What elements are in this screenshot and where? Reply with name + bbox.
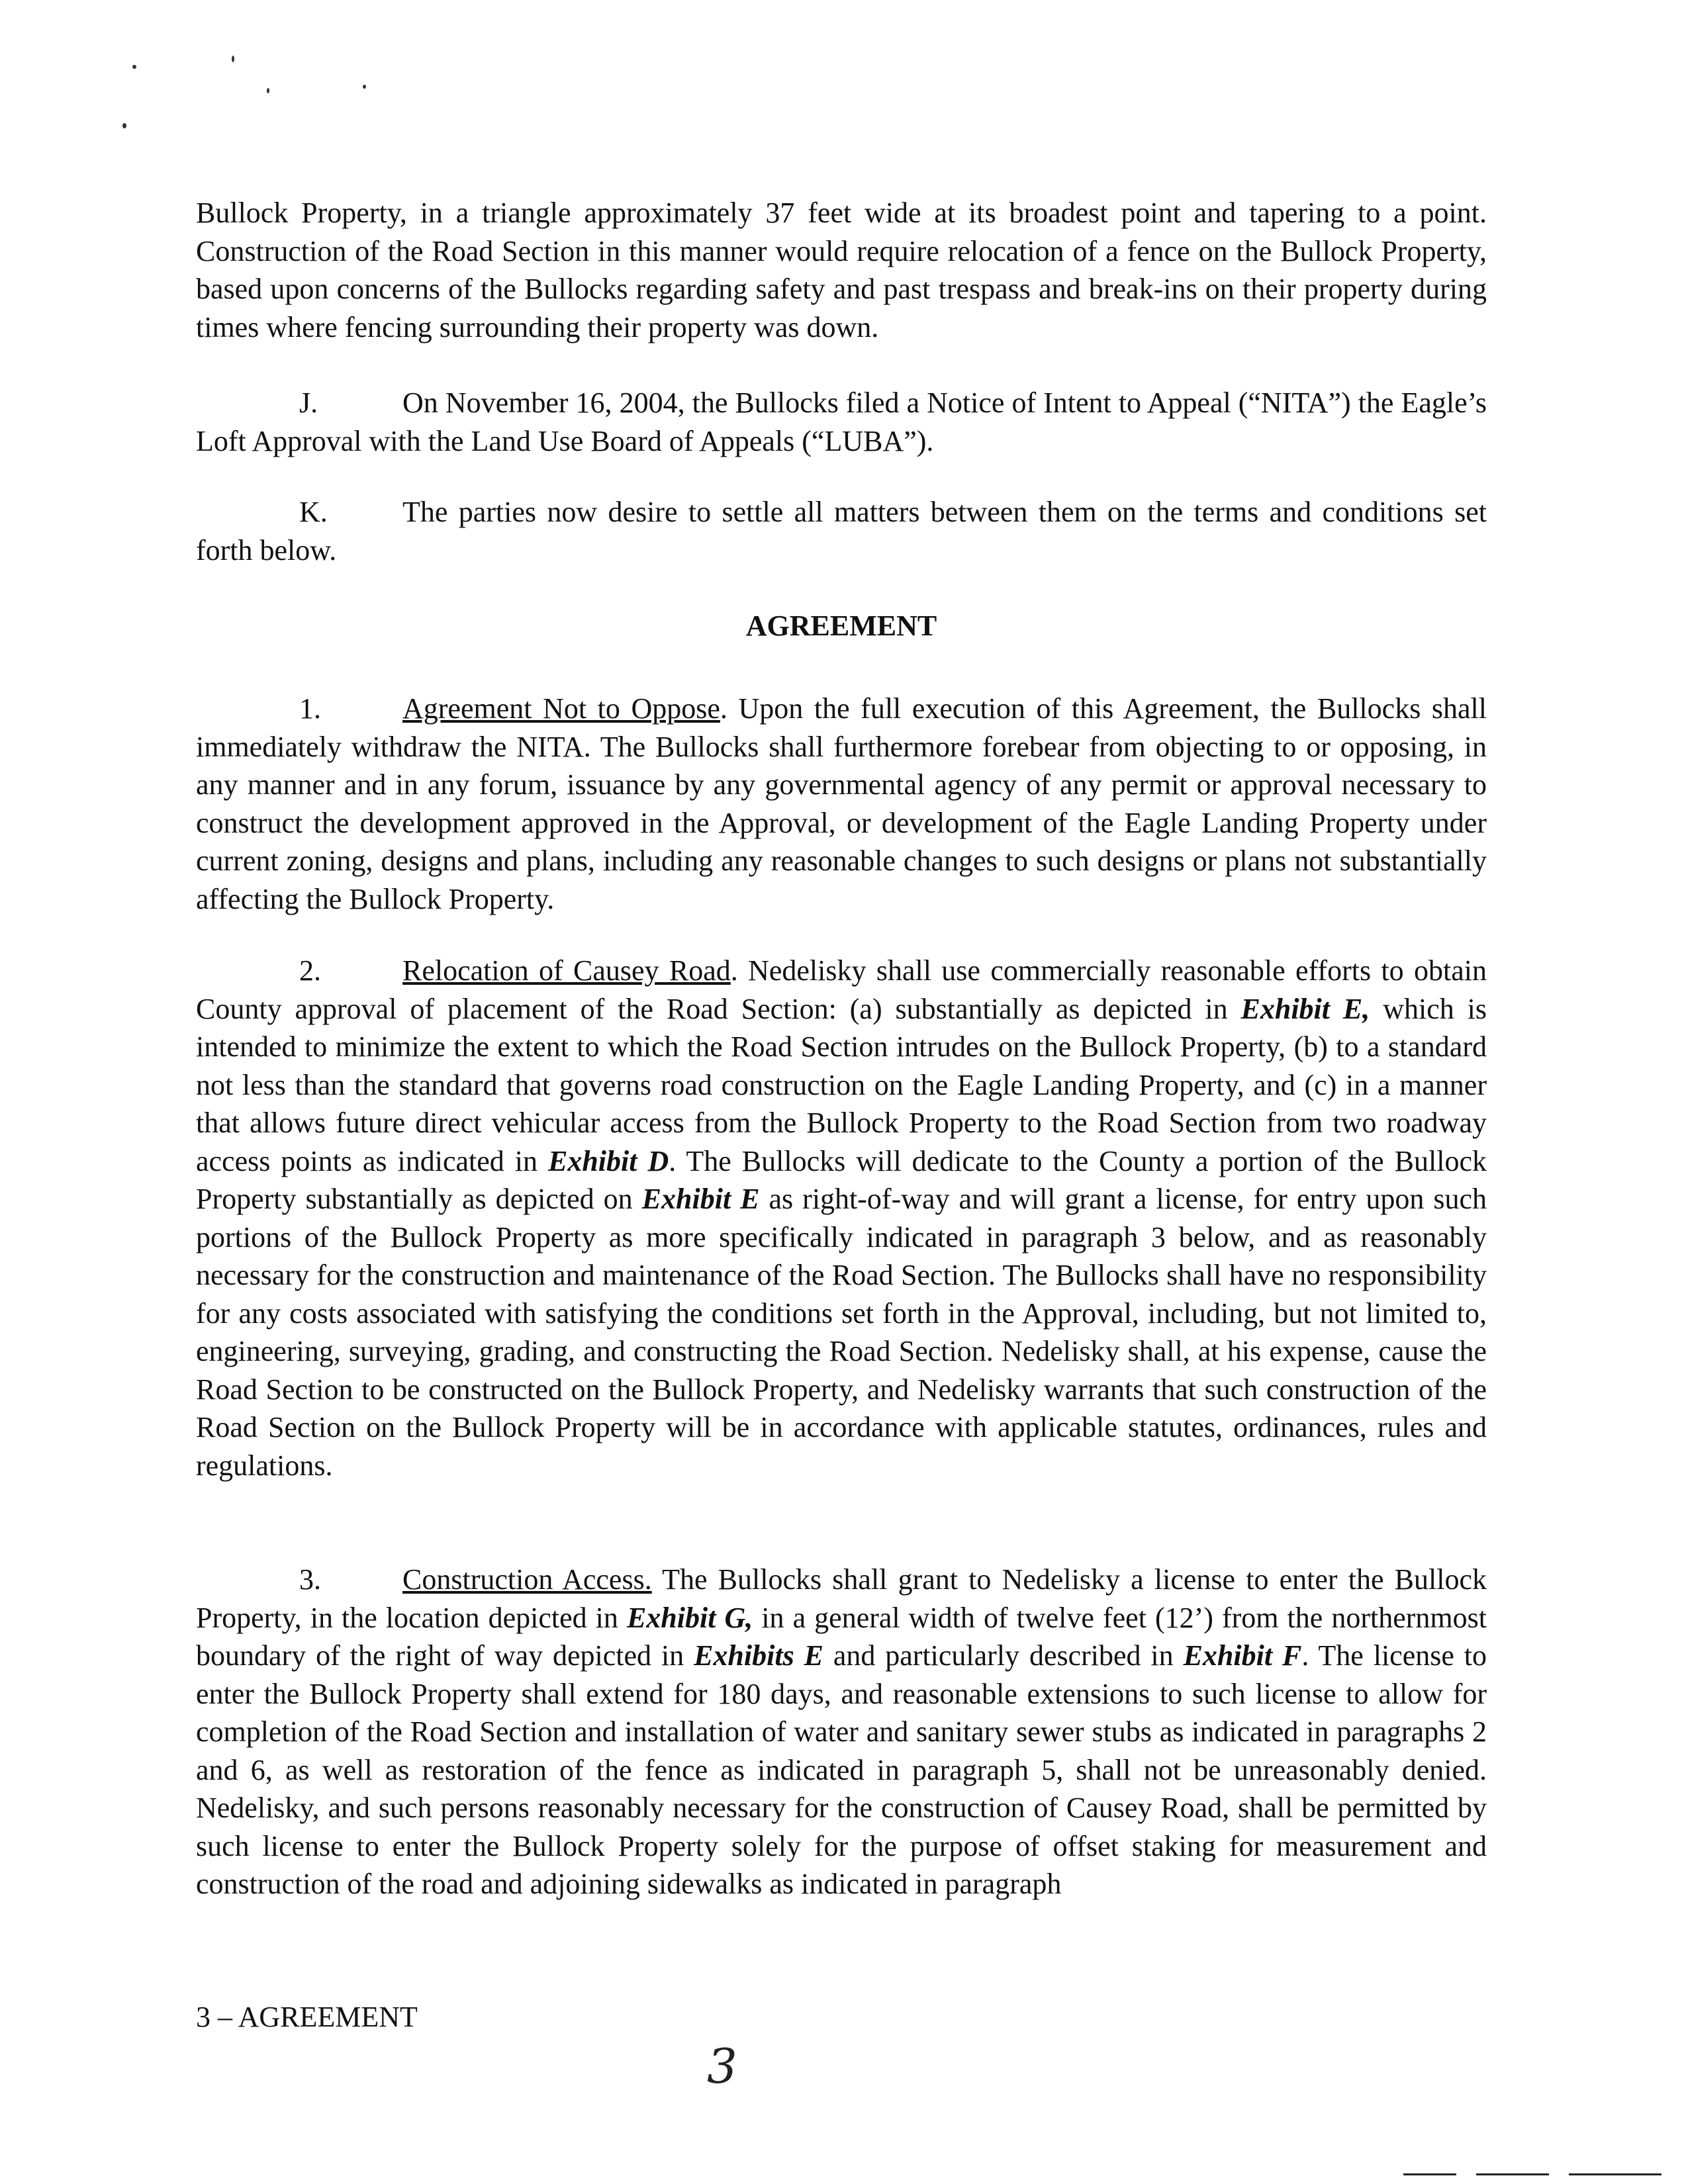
exhibit-reference: Exhibit F xyxy=(1183,1639,1302,1672)
section-text: and particularly described in xyxy=(823,1639,1184,1672)
section-title: Relocation of Causey Road xyxy=(402,954,731,987)
section-title: Agreement Not to Oppose xyxy=(402,692,720,725)
section-1 xyxy=(196,690,1487,918)
page-footer: 3 – AGREEMENT xyxy=(196,2001,418,2033)
exhibit-reference: Exhibit G, xyxy=(626,1601,753,1634)
exhibit-reference: Exhibits E xyxy=(694,1639,823,1672)
scan-speck xyxy=(122,123,126,128)
scan-speck xyxy=(267,88,269,93)
scan-speck xyxy=(363,85,366,89)
scan-mark xyxy=(1476,2173,1549,2175)
section-number: 1. xyxy=(299,692,321,725)
exhibit-reference: Exhibit D xyxy=(547,1144,669,1177)
exhibit-reference: Exhibit E xyxy=(641,1183,760,1215)
section-3 xyxy=(196,1561,1487,1903)
scan-speck xyxy=(132,65,136,69)
section-number: 3. xyxy=(299,1563,321,1596)
recital-text: On November 16, 2004, the Bullocks filed a Notice of Intent to Appeal (“NITA”) the Eagle’s Loft Approval with the Land Use Board of Appeals (“LUBA”). xyxy=(196,387,1487,457)
recital-j xyxy=(196,384,1487,460)
intro-paragraph xyxy=(196,194,1487,346)
section-text: . The Bullocks will dedicate to the County a portion of the Bullock Property substantially as depicted on xyxy=(196,1144,1487,1215)
scan-mark xyxy=(1569,2173,1661,2175)
handwritten-page-number: 3 xyxy=(707,2038,737,2094)
section-2 xyxy=(196,952,1487,1484)
recital-letter: J. xyxy=(299,387,318,419)
recital-text: The parties now desire to settle all matters between them on the terms and conditions set forth below. xyxy=(196,496,1487,567)
scan-mark xyxy=(1403,2173,1456,2175)
section-text: The Bullocks shall grant to Nedelisky a license to enter the Bullock Property, in the location depicted in xyxy=(196,1563,1487,1634)
section-text: which is intended to minimize the extent to which the Road Section intrudes on the Bullock Property, (b) to a standard not less than the standard that governs road construction on the Eagle Landing Property, and (c) in a manner that allows future direct vehicular access from the Bullock Property to the Road Section from two roadway access points as indicated in xyxy=(196,992,1487,1177)
recital-k xyxy=(196,493,1487,569)
section-number: 2. xyxy=(299,954,321,987)
section-title: Construction Access. xyxy=(402,1563,652,1596)
section-text: in a general width of twelve feet (12’) from the northernmost boundary of the right of way depicted in xyxy=(196,1601,1487,1672)
section-heading: AGREEMENT xyxy=(745,610,937,642)
section-text: . Nedelisky shall use commercially reasonable efforts to obtain County approval of placement of the Road Section: (a) substantially as depicted in xyxy=(196,954,1487,1025)
section-text: as right-of-way and will grant a license, for entry upon such portions of the Bullock Property as more specifically indicated in paragraph 3 below, and as reasonably necessary for the construction and maintenance of the Road Section. The Bullocks shall have no responsibility for any costs associated with satisfying the conditions set forth in the Approval, including, but not limited to, engineering, surveying, grading, and constructing the Road Section. Nedelisky shall, at his expense, cause the Road Section to be constructed on the Bullock Property, and Nedelisky warrants that such construction of the Road Section on the Bullock Property will be in accordance with applicable statutes, ordinances, rules and regulations. xyxy=(196,1183,1487,1482)
exhibit-reference: Exhibit E, xyxy=(1240,992,1370,1025)
section-text: . Upon the full execution of this Agreement, the Bullocks shall immediately withdraw the NITA. The Bullocks shall furthermore forebear from objecting to or opposing, in any manner and in any forum, issuance by any governmental agency of any permit or approval necessary to construct the development approved in the Approval, or development of the Eagle Landing Property under current zoning, designs and plans, including any reasonable changes to such designs or plans not substantially affecting the Bullock Property. xyxy=(196,692,1487,915)
intro-text: Bullock Property, in a triangle approximately 37 feet wide at its broadest point and tapering to a point. Construction of the Road Section in this manner would require relocation of a fence on the Bullock Property, based upon concerns of the Bullocks regarding safety and past trespass and break-ins on their property during times where fencing surrounding their property was down. xyxy=(196,197,1487,343)
scan-speck xyxy=(232,56,234,62)
recital-letter: K. xyxy=(299,496,328,528)
section-text: . The license to enter the Bullock Property shall extend for 180 days, and reasonable extensions to such license to allow for completion of the Road Section and installation of water and sanitary sewer stubs as indicated in paragraphs 2 and 6, as well as restoration of the fence as indicated in paragraph 5, shall not be unreasonably denied. Nedelisky, and such persons reasonably necessary for the construction of Causey Road, shall be permitted by such license to enter the Bullock Property solely for the purpose of offset staking for measurement and construction of the road and adjoining sidewalks as indicated in paragraph xyxy=(196,1639,1487,1900)
